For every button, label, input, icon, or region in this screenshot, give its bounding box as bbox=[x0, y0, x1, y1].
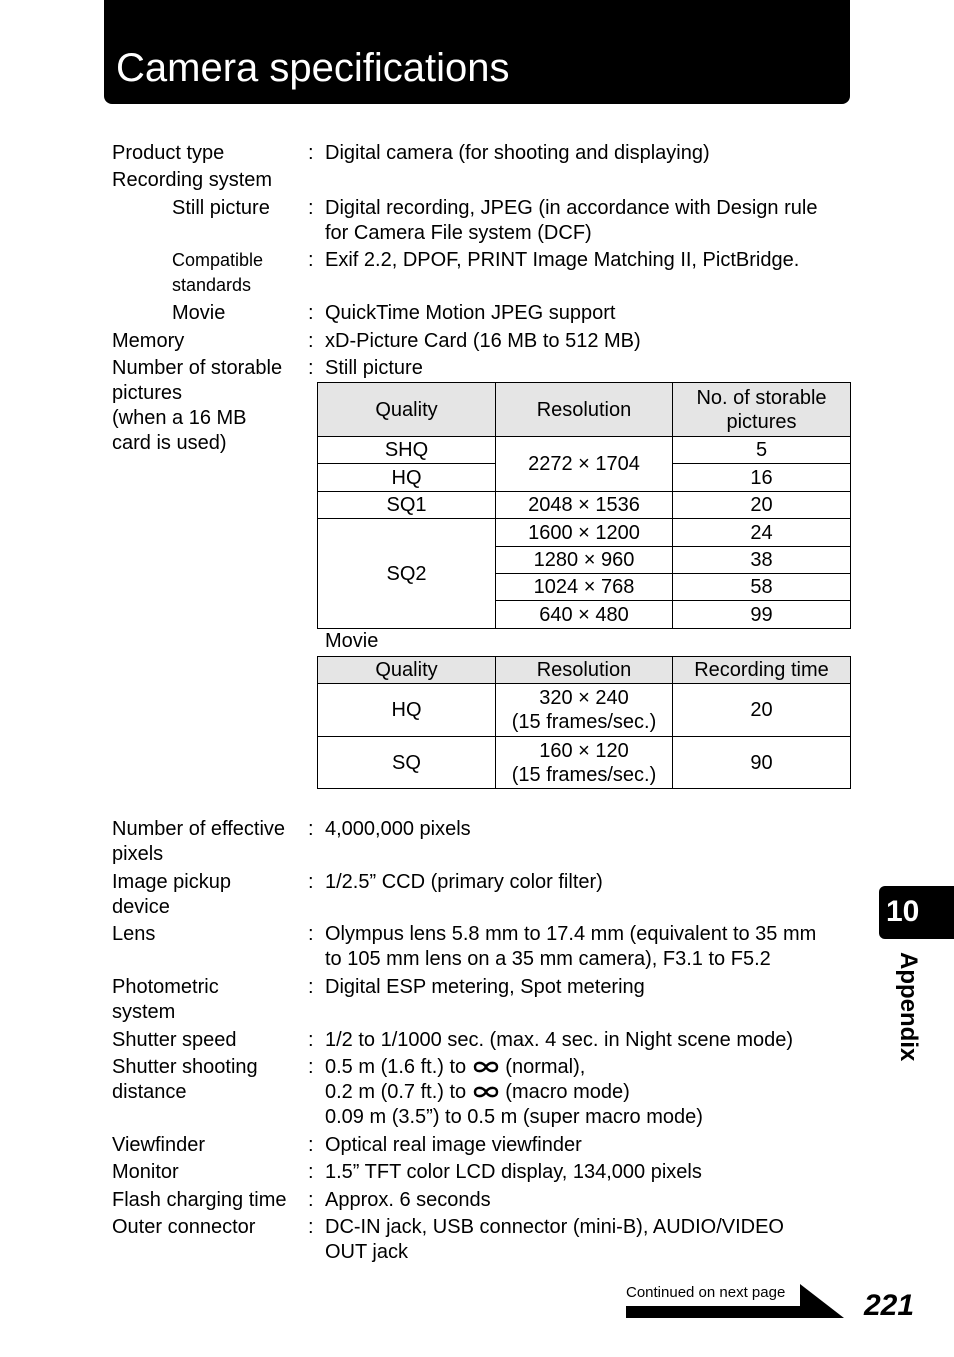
shutter-speed-value: 1/2 to 1/1000 sec. (max. 4 sec. in Night scene mode) bbox=[325, 1029, 794, 1051]
flash-charging-value: Approx. 6 seconds bbox=[325, 1189, 491, 1211]
continued-bar bbox=[626, 1306, 802, 1318]
colon: : bbox=[308, 1216, 314, 1238]
distance-text: 0.2 m (0.7 ft.) to bbox=[325, 1081, 467, 1103]
cell-quality: HQ bbox=[318, 684, 496, 737]
storable-label-line-3: (when a 16 MB bbox=[112, 407, 247, 429]
table-row bbox=[318, 737, 851, 789]
header-resolution: Resolution bbox=[496, 383, 673, 437]
cell-resolution: 1280 × 960 bbox=[496, 547, 673, 574]
still-picture-value-line-2: for Camera File system (DCF) bbox=[325, 222, 592, 244]
cell-resolution: 640 × 480 bbox=[496, 601, 673, 629]
cell-resolution bbox=[496, 737, 673, 789]
chapter-label: Appendix bbox=[895, 952, 922, 1062]
effective-pixels-label-line-1: Number of effective bbox=[112, 818, 286, 840]
page-title: Camera specifications bbox=[116, 46, 510, 90]
shutter-speed-label: Shutter speed bbox=[112, 1029, 237, 1051]
colon: : bbox=[308, 1134, 314, 1156]
still-picture-value-line-1: Digital recording, JPEG (in accordance with Design rule bbox=[325, 197, 818, 219]
colon: : bbox=[308, 871, 314, 893]
photometric-label-line-2: system bbox=[112, 1001, 176, 1023]
memory-label: Memory bbox=[112, 330, 185, 352]
storable-label-line-2: pictures bbox=[112, 382, 183, 404]
shooting-distance-label-line-1: Shutter shooting bbox=[112, 1056, 258, 1078]
shooting-distance-line-1 bbox=[325, 1055, 585, 1080]
cell-recording-time: 20 bbox=[673, 684, 851, 737]
table-row bbox=[318, 492, 851, 519]
header-recording-time: Recording time bbox=[673, 657, 851, 684]
photometric-value: Digital ESP metering, Spot metering bbox=[325, 976, 645, 998]
storable-label-line-1: Number of storable bbox=[112, 357, 283, 379]
viewfinder-value: Optical real image viewfinder bbox=[325, 1134, 582, 1156]
image-pickup-label-line-1: Image pickup bbox=[112, 871, 231, 893]
chapter-side-label bbox=[893, 952, 923, 1076]
cell-count: 20 bbox=[673, 492, 851, 519]
table-header-row bbox=[318, 383, 851, 437]
cell-resolution: 2048 × 1536 bbox=[496, 492, 673, 519]
image-pickup-label-line-2: device bbox=[112, 896, 170, 918]
shooting-distance-label-line-2: distance bbox=[112, 1081, 187, 1103]
compatible-standards-value: Exif 2.2, DPOF, PRINT Image Matching II, PictBridge. bbox=[325, 249, 800, 271]
cell-count: 38 bbox=[673, 547, 851, 574]
title-bar bbox=[104, 0, 850, 104]
photometric-label-line-1: Photometric bbox=[112, 976, 219, 998]
outer-connector-label: Outer connector bbox=[112, 1216, 256, 1238]
cell-quality: SHQ bbox=[318, 437, 496, 464]
compatible-standards-label-line-1: Compatible bbox=[172, 250, 264, 270]
memory-value: xD-Picture Card (16 MB to 512 MB) bbox=[325, 330, 641, 352]
cell-count: 5 bbox=[673, 437, 851, 464]
mode-text: (normal), bbox=[505, 1056, 586, 1078]
resolution-line: 160 × 120 bbox=[539, 739, 629, 762]
colon: : bbox=[308, 330, 314, 352]
still-picture-label: Still picture bbox=[172, 197, 270, 219]
monitor-value: 1.5” TFT color LCD display, 134,000 pixels bbox=[325, 1161, 702, 1183]
shooting-distance-line-2 bbox=[325, 1080, 630, 1105]
compatible-standards-label-line-2: standards bbox=[172, 275, 252, 295]
lens-label: Lens bbox=[112, 923, 156, 945]
table-row bbox=[318, 519, 851, 547]
cell-count: 99 bbox=[673, 601, 851, 629]
cell-count: 16 bbox=[673, 464, 851, 492]
movie-value: QuickTime Motion JPEG support bbox=[325, 302, 616, 324]
colon: : bbox=[308, 1161, 314, 1183]
cell-count: 24 bbox=[673, 519, 851, 547]
storable-still-label: Still picture bbox=[325, 357, 423, 379]
frame-rate-line: (15 frames/sec.) bbox=[511, 763, 657, 786]
outer-connector-value-line-1: DC-IN jack, USB connector (mini-B), AUDIO/VIDEO bbox=[325, 1216, 784, 1238]
product-type-value: Digital camera (for shooting and displaying) bbox=[325, 142, 710, 164]
cell-quality: SQ2 bbox=[318, 519, 496, 629]
movie-label: Movie bbox=[172, 302, 226, 324]
movie-table bbox=[317, 656, 851, 789]
continued-arrow-icon bbox=[800, 1284, 844, 1318]
page-number: 221 bbox=[864, 1289, 915, 1322]
distance-text: 0.5 m (1.6 ft.) to bbox=[325, 1056, 467, 1078]
cell-quality: HQ bbox=[318, 464, 496, 492]
cell-quality: SQ1 bbox=[318, 492, 496, 519]
lens-value-line-2: to 105 mm lens on a 35 mm camera), F3.1 to F5.2 bbox=[325, 948, 771, 970]
colon: : bbox=[308, 249, 314, 271]
lens-value-line-1: Olympus lens 5.8 mm to 17.4 mm (equivalent to 35 mm bbox=[325, 923, 817, 945]
colon: : bbox=[308, 357, 314, 379]
table-header-row bbox=[318, 657, 851, 684]
effective-pixels-value: 4,000,000 pixels bbox=[325, 818, 471, 840]
header-storable-count: No. of storable pictures bbox=[673, 383, 851, 437]
image-pickup-value: 1/2.5” CCD (primary color filter) bbox=[325, 871, 603, 893]
infinity-icon bbox=[472, 1085, 500, 1099]
cell-resolution bbox=[496, 684, 673, 737]
cell-resolution: 1024 × 768 bbox=[496, 574, 673, 601]
colon: : bbox=[308, 197, 314, 219]
cell-count: 58 bbox=[673, 574, 851, 601]
colon: : bbox=[308, 142, 314, 164]
table-row bbox=[318, 684, 851, 737]
flash-charging-label: Flash charging time bbox=[112, 1189, 287, 1211]
continued-note: Continued on next page bbox=[626, 1284, 786, 1301]
colon: : bbox=[308, 1056, 314, 1078]
cell-recording-time: 90 bbox=[673, 737, 851, 789]
header-quality: Quality bbox=[318, 383, 496, 437]
effective-pixels-label-line-2: pixels bbox=[112, 843, 164, 865]
storable-movie-label: Movie bbox=[325, 630, 379, 652]
header-quality: Quality bbox=[318, 657, 496, 684]
cell-quality: SQ bbox=[318, 737, 496, 789]
chapter-tab bbox=[879, 886, 954, 939]
table-row bbox=[318, 437, 851, 464]
cell-resolution: 2272 × 1704 bbox=[496, 437, 673, 492]
resolution-line: 320 × 240 bbox=[539, 687, 629, 709]
chapter-number: 10 bbox=[886, 895, 920, 928]
outer-connector-value-line-2: OUT jack bbox=[325, 1241, 408, 1263]
mode-text: (macro mode) bbox=[505, 1081, 630, 1103]
colon: : bbox=[308, 976, 314, 998]
infinity-icon bbox=[472, 1060, 500, 1074]
still-picture-table bbox=[317, 382, 851, 629]
frame-rate-line: (15 frames/sec.) bbox=[511, 711, 657, 733]
cell-resolution: 1600 × 1200 bbox=[496, 519, 673, 547]
shooting-distance-line-3: 0.09 m (3.5”) to 0.5 m (super macro mode) bbox=[325, 1106, 703, 1128]
colon: : bbox=[308, 1029, 314, 1051]
colon: : bbox=[308, 923, 314, 945]
colon: : bbox=[308, 1189, 314, 1211]
storable-label-line-4: card is used) bbox=[112, 432, 227, 454]
header-resolution: Resolution bbox=[496, 657, 673, 684]
colon: : bbox=[308, 818, 314, 840]
monitor-label: Monitor bbox=[112, 1161, 179, 1183]
colon: : bbox=[308, 302, 314, 324]
product-type-label: Product type bbox=[112, 142, 225, 164]
viewfinder-label: Viewfinder bbox=[112, 1134, 206, 1156]
recording-system-label: Recording system bbox=[112, 169, 273, 191]
